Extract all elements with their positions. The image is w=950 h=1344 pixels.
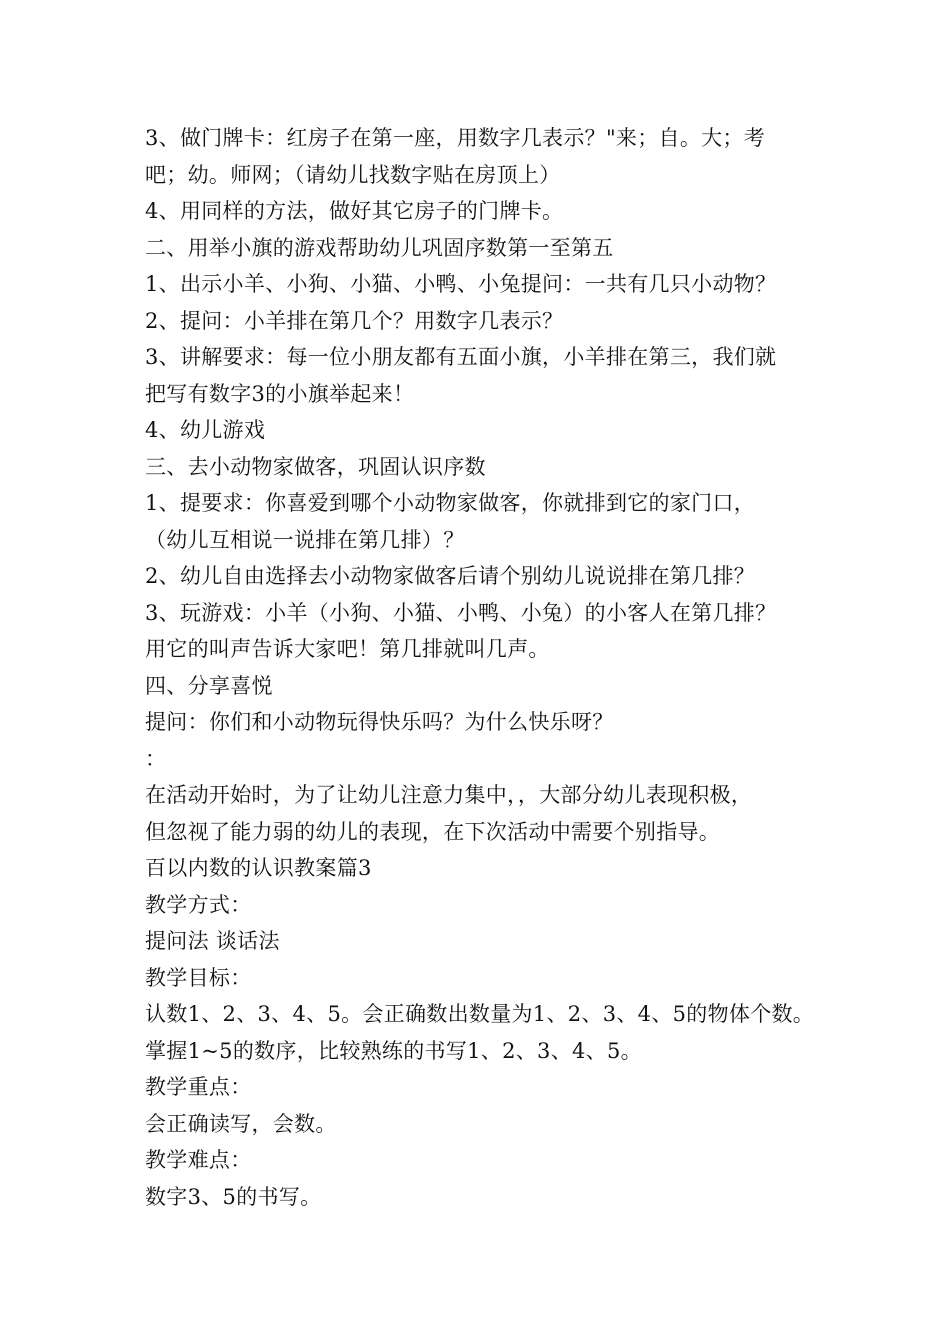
section-heading: 四、分享喜悦 bbox=[145, 673, 273, 698]
text-line: 提问法 谈话法 bbox=[145, 929, 280, 953]
text-line: 吧；幼。师网；（请幼儿找数字贴在房顶上） bbox=[145, 162, 561, 187]
text-line: （幼儿互相说一说排在第几排）？ bbox=[145, 527, 465, 552]
text-line: 2、提问：小羊排在第几个？用数字几表示？ bbox=[145, 308, 564, 333]
text-line: 提问：你们和小动物玩得快乐吗？为什么快乐呀？ bbox=[145, 710, 614, 734]
text-line: 用它的叫声告诉大家吧！第几排就叫几声。 bbox=[145, 637, 550, 661]
text-line: 3、做门牌卡：红房子在第一座，用数字几表示？"来；自。大；考 bbox=[145, 126, 766, 150]
text-line: 掌握1~5的数序，比较熟练的书写1、2、3、4、5。 bbox=[145, 1038, 642, 1063]
field-label: 教学难点： bbox=[145, 1148, 252, 1172]
field-label: 教学方式： bbox=[145, 892, 252, 917]
field-label: 教学重点： bbox=[145, 1075, 252, 1099]
text-line: 在活动开始时，为了让幼儿注意力集中，，大部分幼儿表现积极， bbox=[145, 783, 753, 807]
text-line: 数字3、5的书写。 bbox=[145, 1184, 322, 1209]
field-label: 教学目标： bbox=[145, 965, 252, 990]
text-line: 2、幼儿自由选择去小动物家做客后请个别幼儿说说排在第几排？ bbox=[145, 564, 756, 588]
text-line: 3、讲解要求：每一位小朋友都有五面小旗，小羊排在第三，我们就 bbox=[145, 345, 777, 369]
document-body bbox=[145, 120, 845, 1215]
text-line: 1、提要求：你喜爱到哪个小动物家做客，你就排到它的家门口， bbox=[145, 491, 756, 515]
text-line: 4、用同样的方法，做好其它房子的门牌卡。 bbox=[145, 199, 564, 223]
text-line: 把写有数字3的小旗举起来！ bbox=[145, 381, 415, 406]
text-line: 会正确读写，会数。 bbox=[145, 1111, 337, 1136]
text-line: 4、幼儿游戏 bbox=[145, 418, 266, 442]
text-line: ： bbox=[145, 746, 167, 771]
text-line: 认数1、2、3、4、5。会正确数出数量为1、2、3、4、5的物体个数。 bbox=[145, 1002, 815, 1026]
text-line: 1、出示小羊、小狗、小猫、小鸭、小兔提问：一共有几只小动物？ bbox=[145, 272, 777, 296]
lesson-title: 百以内数的认识教案篇3 bbox=[145, 856, 372, 880]
text-line: 但忽视了能力弱的幼儿的表现，在下次活动中需要个别指导。 bbox=[145, 819, 721, 844]
section-heading: 二、用举小旗的游戏帮助幼儿巩固序数第一至第五 bbox=[145, 235, 614, 260]
section-heading: 三、去小动物家做客，巩固认识序数 bbox=[145, 454, 486, 479]
text-line: 3、玩游戏：小羊（小狗、小猫、小鸭、小兔）的小客人在第几排？ bbox=[145, 600, 777, 625]
